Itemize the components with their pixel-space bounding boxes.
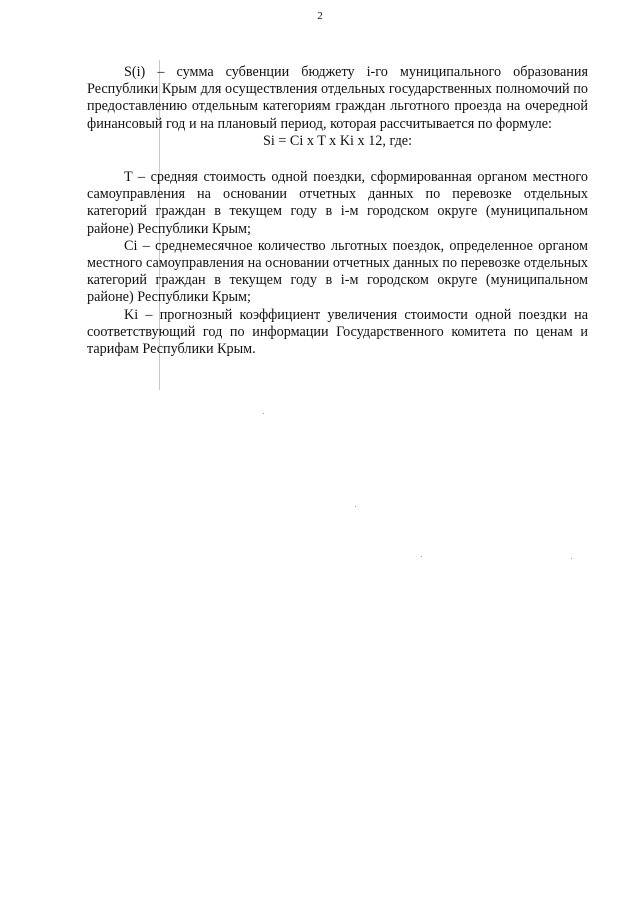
scan-speck [355, 506, 356, 507]
page-number: 2 [317, 10, 323, 22]
paragraph-subvention-definition: S(i) – сумма субвенции бюджету i-го муниципального образования Республики Крым для осуществления отдельных государственных полномочий по предоставлению отдельным категориям граждан льготного проезда на очередной финансовый год и на плановый период, которая рассчитывается по формуле: [87, 64, 588, 132]
scan-speck [421, 556, 422, 557]
paragraph-ki-definition: Ki – прогнозный коэффициент увеличения стоимости одной поездки на соответствующий год по информации Государственного комитета по ценам и тарифам Республики Крым. [87, 306, 588, 358]
paragraph-t-definition: T – средняя стоимость одной поездки, сформированная органом местного самоуправления на основании отчетных данных по перевозке отдельных категорий граждан в текущем году в i-м городском округе (муниципальном районе) Республики Крым; [87, 169, 588, 237]
formula: Si = Ci x T x Ki x 12, где: [262, 132, 413, 149]
scan-speck [263, 413, 264, 414]
document-body [87, 64, 588, 358]
paragraph-ci-definition: Ci – среднемесячное количество льготных поездок, определенное органом местного самоуправления на основании отчетных данных по перевозке отдельных категорий граждан в текущем году в i-м городском округе (муниципальном районе) Республики Крым; [87, 237, 588, 306]
scan-speck [571, 558, 572, 559]
